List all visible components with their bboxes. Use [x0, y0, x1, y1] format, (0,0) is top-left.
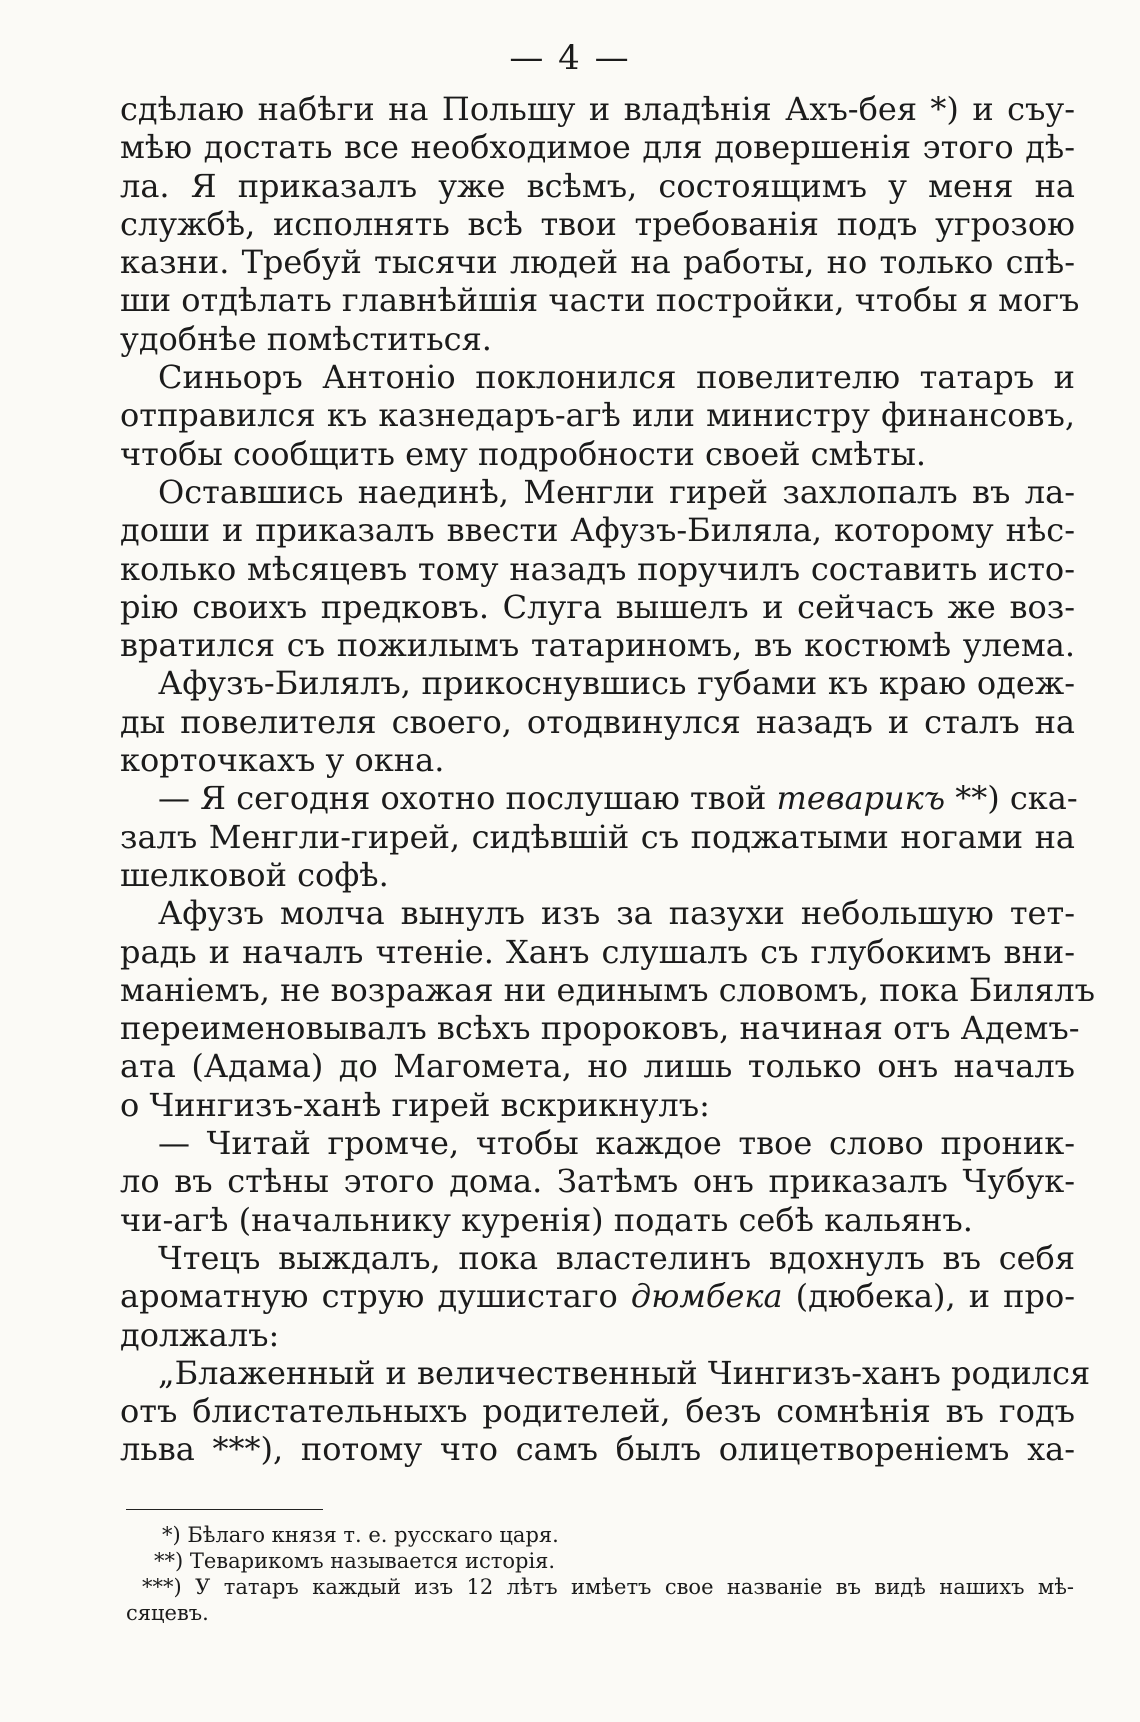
- text-line: отправился къ казнедаръ-агѣ или министру финансовъ,: [120, 396, 1075, 435]
- text-line: Синьоръ Антоніо поклонился повелителю татаръ и: [158, 358, 1075, 397]
- text-line: переименовывалъ всѣхъ пророковъ, начиная отъ Адемъ-: [120, 1009, 1080, 1048]
- text-line: — Читай громче, чтобы каждое твое слово проник-: [158, 1124, 1075, 1163]
- text-line: рію своихъ предковъ. Слуга вышелъ и сейчасъ же воз-: [120, 587, 1075, 626]
- text-line: удобнѣе помѣститься.: [120, 319, 492, 358]
- paragraph-3: [120, 473, 1075, 664]
- text-line: ши отдѣлать главнѣйшія части постройки, чтобы я могъ: [120, 281, 1080, 320]
- text-line: о Чингизъ-ханѣ гирей вскрикнулъ:: [120, 1085, 710, 1124]
- paragraph-8: [120, 1239, 1075, 1354]
- text-line: должалъ:: [120, 1315, 280, 1354]
- paragraph-4: [120, 664, 1075, 779]
- footnote-rule: [126, 1509, 323, 1510]
- page-number: — 4 —: [509, 38, 631, 78]
- paragraph-6: [120, 894, 1095, 1124]
- footnote-line: ***) У татаръ каждый изъ 12 лѣтъ имѣетъ свое названіе въ видѣ нашихъ мѣ-: [142, 1575, 1074, 1599]
- text-line: Оставшись наединѣ, Менгли гирей захлопалъ въ ла-: [158, 472, 1075, 511]
- text-line: ата (Адама) до Магомета, но лишь только онъ началъ: [120, 1047, 1075, 1086]
- text-line: службѣ, исполнять всѣ твои требованія подъ угрозою: [120, 204, 1075, 243]
- paragraph-1: [120, 90, 1080, 358]
- paragraph-2: [120, 358, 1075, 473]
- text-line: мѣю достать все необходимое для довершенія этого дѣ-: [120, 128, 1075, 167]
- italic-term: теварикъ: [776, 779, 946, 818]
- footnotes: [126, 1522, 1074, 1626]
- footnote-3: [126, 1574, 1074, 1600]
- text-line: ла. Я приказалъ уже всѣмъ, состоящимъ у меня на: [120, 166, 1075, 205]
- footnote-1: *) Бѣлаго князя т. е. русскаго царя.: [162, 1523, 559, 1547]
- text-line: шелковой софѣ.: [120, 855, 389, 894]
- text-line: „Блаженный и величественный Чингизъ-ханъ родился: [158, 1353, 1091, 1392]
- italic-term: дюмбека: [630, 1277, 783, 1316]
- text-line: маніемъ, не возражая ни единымъ словомъ, пока Билялъ: [120, 970, 1095, 1009]
- text-line: вратился съ пожилымъ татариномъ, въ костюмѣ улема.: [120, 626, 1075, 665]
- text-line: отъ блистательныхъ родителей, безъ сомнѣнія въ годъ: [120, 1392, 1075, 1431]
- footnote-2: **) Теварикомъ называется исторія.: [154, 1549, 556, 1573]
- text-line: чи-агѣ (начальнику куренія) подать себѣ кальянъ.: [120, 1200, 973, 1239]
- text-line: чтобы сообщить ему подробности своей смѣты.: [120, 434, 927, 473]
- text-line: ды повелителя своего, отодвинулся назадъ и сталъ на: [120, 702, 1075, 741]
- text-line: [120, 779, 1078, 818]
- text-line: залъ Менгли-гирей, сидѣвшій съ поджатыми ногами на: [120, 817, 1075, 856]
- text-fragment: ароматную струю душистаго: [120, 1277, 618, 1316]
- text-fragment: — Я сегодня охотно послушаю твой: [158, 779, 767, 818]
- paragraph-7: [120, 1124, 1075, 1239]
- text-line: доши и приказалъ ввести Афузъ-Биляла, которому нѣс-: [120, 511, 1075, 550]
- text-fragment: (дюбека), и про-: [795, 1277, 1076, 1316]
- text-line: сдѣлаю набѣги на Польшу и владѣнія Ахъ-бея *) и съу-: [120, 90, 1075, 128]
- text-line: льва ***), потому что самъ былъ олицетвореніемъ ха-: [120, 1430, 1075, 1469]
- main-text: [120, 90, 1095, 1469]
- text-fragment: **) ска-: [955, 779, 1078, 818]
- text-line: Афузъ-Билялъ, прикоснувшись губами къ краю одеж-: [158, 664, 1075, 703]
- text-line: Афузъ молча вынулъ изъ за пазухи небольшую тет-: [158, 894, 1075, 933]
- text-line: корточкахъ у окна.: [120, 741, 445, 780]
- text-line: казни. Требуй тысячи людей на работы, но только спѣ-: [120, 243, 1075, 282]
- text-line: [120, 1277, 1075, 1315]
- text-line: Чтецъ выждалъ, пока властелинъ вдохнулъ въ себя: [158, 1238, 1075, 1277]
- footnote-3-cont: сяцевъ.: [126, 1601, 209, 1625]
- paragraph-5: [120, 779, 1078, 894]
- text-line: радь и началъ чтеніе. Ханъ слушалъ съ глубокимъ вни-: [120, 932, 1075, 971]
- text-line: ло въ стѣны этого дома. Затѣмъ онъ приказалъ Чубук-: [120, 1162, 1075, 1201]
- text-line: колько мѣсяцевъ тому назадъ поручилъ составить исто-: [120, 549, 1075, 588]
- paragraph-9: [120, 1353, 1091, 1469]
